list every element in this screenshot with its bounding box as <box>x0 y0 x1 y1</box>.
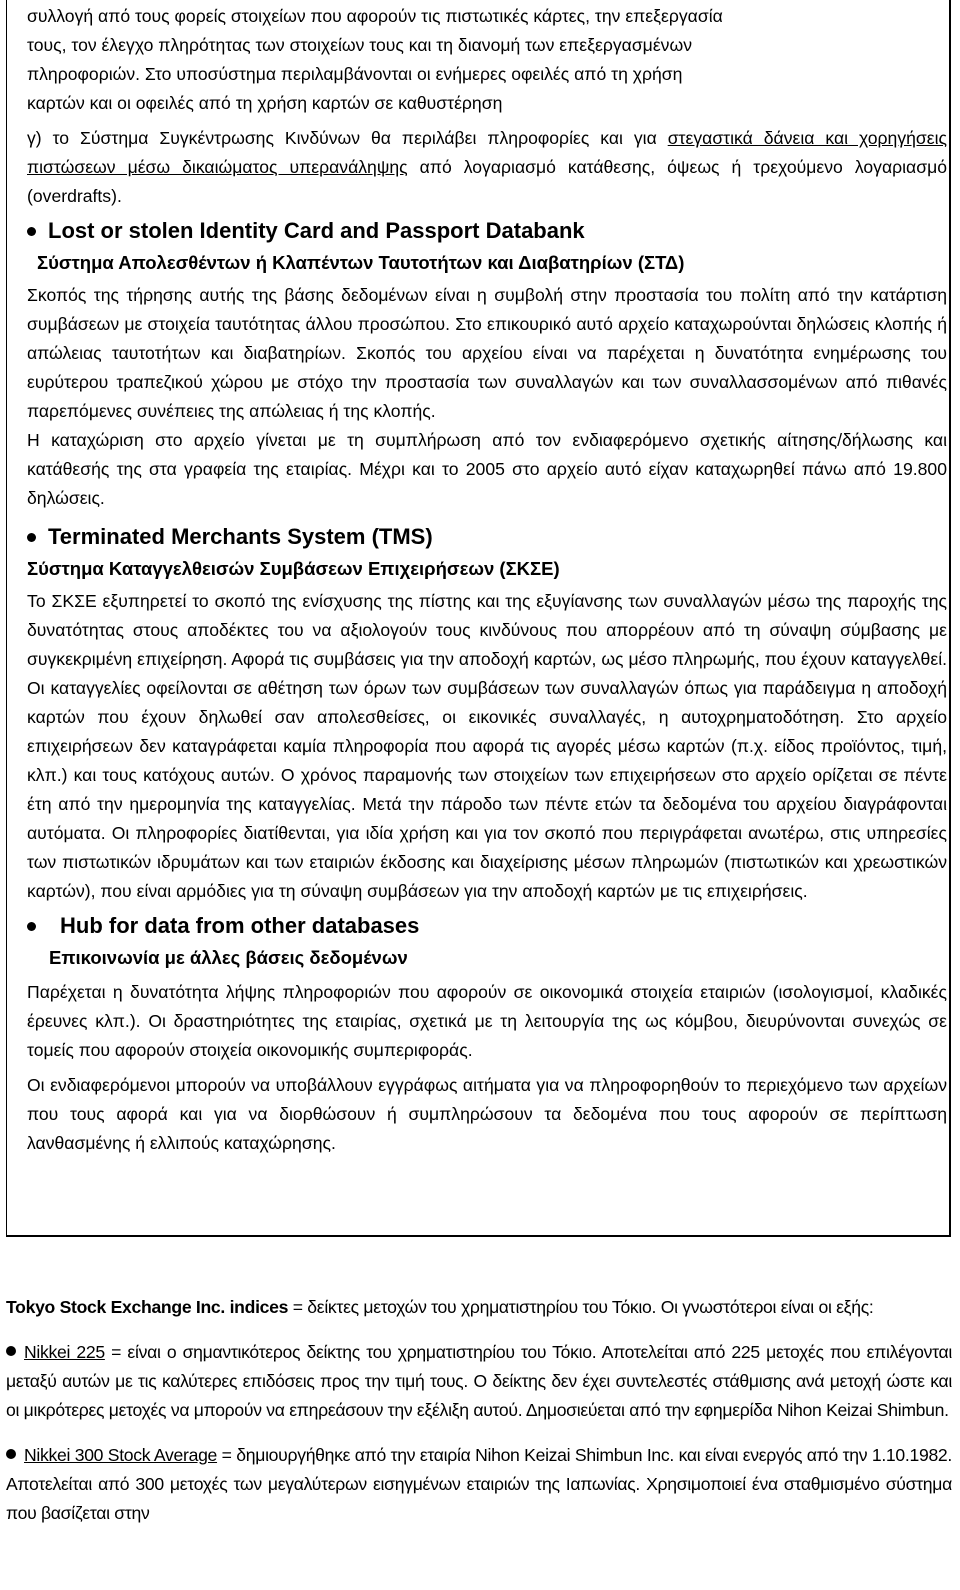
tokyo-section <box>6 1293 952 1528</box>
item-g-rest: από λογαριασμό κατάθεσης, όψεως ή τρεχούμενο λογαριασμό (overdrafts). <box>27 157 947 206</box>
bordered-section <box>6 0 951 1237</box>
section-hub-paragraph-1: Παρέχεται η δυνατότητα λήψης πληροφοριών που αφορούν σε οικονομικά στοιχεία εταιριών (ισολογισμοί, κλαδικές έρευνες κλπ.). Οι δραστηριότητες της εταιρίας, σχετικά με τη λειτουργία της ως κόμβου, διευρύνονται συνεχώς σε τομείς που αφορούν στοιχεία οικονομικής συμπεριφοράς. <box>27 982 947 1060</box>
nikkei-300-item <box>6 1441 952 1528</box>
nikkei-300-text: = δημιουργήθηκε από την εταιρία Nihon Keizai Shimbun Inc. και είναι ενεργός από την 1.10.1982. Αποτελείται από 300 μετοχές των μεγαλύτερων εισηγμένων εταιριών της Ιαπωνίας. Χρησιμοποιεί ένα σταθμισμένο σύστημα που βασίζεται στην <box>6 1445 953 1523</box>
item-g-prefix: γ) <box>27 128 42 148</box>
bullet-icon <box>27 227 36 236</box>
section-tms-paragraph: Το ΣΚΣΕ εξυπηρετεί το σκοπό της ενίσχυσης της πίστης και της εξυγίανσης των συναλλαγών μέσω της παροχής της δυνατότητας στους αποδέκτες του να αξιολογούν τους κινδύνους που απορρέουν από τη σύναψη σύμβασης με συγκεκριμένη επιχείρηση. Αφορά τις συμβάσεις για την αποδοχή καρτών, ως μέσο πληρωμής, που έχουν καταγγελθεί. Οι καταγγελίες οφείλονται σε αθέτηση των όρων των συμβάσεων των συναλλαγών όπως για παράδειγμα η αποδοχή καρτών που έχουν δηλωθεί σαν απολεσθείσες, οι εικονικές συναλλαγές, η αυτοχρηματοδότηση. Στο αρχείο επιχειρήσεων δεν καταγράφεται καμία πληροφορία που αφορά τις αγορές μέσω καρτών (π.χ. είδος προϊόντος, τιμή, κλπ.) και τους κατόχους αυτών. Ο χρόνος παραμονής των στοιχείων των επιχειρήσεων στο αρχείο ορίζεται σε πέντε έτη από την ημερομηνία της καταγγελίας. Μετά την πάροδο των πέντε ετών τα δεδομένα του αρχείου διαγράφονται αυτόματα. Οι πληροφορίες διατίθενται, για ιδία χρήση και για τον σκοπό που περιγράφεται ανωτέρω, στις υπηρεσίες των πιστωτικών ιδρυμάτων και των εταιριών έκδοσης και διαχείρισης μέσων πληρωμών (πιστωτικών και χρεωστικών καρτών), που είναι αρμόδιες για τη σύναψη συμβάσεων για την αποδοχή καρτών με τις επιχειρήσεις. <box>27 591 947 901</box>
intro-line-4: καρτών και οι οφειλές από τη χρήση καρτών σε καθυστέρηση <box>27 93 503 113</box>
section-lost-stolen-paragraph-1: Σκοπός της τήρησης αυτής της βάσης δεδομένων είναι η συμβολή στην προστασία του πολίτη από την κατάρτιση συμβάσεων με στοιχεία ταυτότητας άλλου προσώπου. Στο επικουρικό αυτό αρχείο καταχωρούνται δηλώσεις κλοπής ή απώλειας ταυτοτήτων και διαβατηρίων. Σκοπός του αρχείου είναι να παρέχεται η δυνατότητα ενημέρωσης του ευρύτερου τραπεζικού χώρου με στόχο την προστασία των συναλλαγών και των συναλλασσομένων από πιθανές παρεπόμενες συνέπειες της απώλειας ή της κλοπής. <box>27 285 947 421</box>
tokyo-term: Tokyo Stock Exchange Inc. indices <box>6 1297 289 1317</box>
item-g-text: το Σύστημα Συγκέντρωσης Κινδύνων θα περιλάβει πληροφορίες και για <box>52 128 657 148</box>
bullet-icon <box>6 1449 16 1459</box>
bullet-icon <box>27 533 36 542</box>
intro-line-1: συλλογή από τους φορείς στοιχείων που αφορούν τις πιστωτικές κάρτες, την επεξεργασία <box>27 6 723 26</box>
bullet-icon <box>6 1346 16 1356</box>
item-g-underlined: στεγαστικά δάνεια και χορηγήσεις πιστώσεων μέσω δικαιώματος υπερανάληψης <box>27 128 948 177</box>
tokyo-definition-text: = δείκτες μετοχών του χρηματιστηρίου του Τόκιο. Οι γνωστότεροι είναι οι εξής: <box>292 1297 874 1317</box>
section-hub-subheading: Επικοινωνία με άλλες βάσεις δεδομένων <box>49 947 408 968</box>
section-tms-heading <box>27 523 947 551</box>
tokyo-definition <box>6 1293 952 1322</box>
section-lost-stolen-heading <box>27 217 947 245</box>
nikkei-225-text: = είναι ο σημαντικότερος δείκτης του χρηματιστηρίου του Τόκιο. Αποτελείται από 225 μετοχές που επιλέγονται μεταξύ αυτών με τις καλύτερες επιδόσεις προς την τιμή τους. Ο δείκτης δεν έχει συντελεστές στάθμισης ανά μετοχή ώστε και οι μικρότερες μετοχές να μπορούν να επηρεάσουν την εξέλιξη αυτού. Δημοσιεύεται από την εφημερίδα Nihon Keizai Shimbun. <box>6 1342 952 1420</box>
section-hub-title: Hub for data from other databases <box>60 913 420 938</box>
nikkei-225-item <box>6 1338 952 1425</box>
intro-line-2: τους, τον έλεγχο πληρότητας των στοιχείων τους και τη διανομή των επεξεργασμένων <box>27 35 692 55</box>
section-lost-stolen-paragraph-2: Η καταχώριση στο αρχείο γίνεται με τη συμπλήρωση από τον ενδιαφερόμενο σχετικής αίτησης/δήλωσης και κατάθεσής της στα γραφεία της εταιρίας. Μέχρι και το 2005 στο αρχείο αυτό είχαν καταχωρηθεί πάνω από 19.800 δηλώσεις. <box>27 430 947 508</box>
section-hub-paragraph-2: Οι ενδιαφερόμενοι μπορούν να υποβάλλουν εγγράφως αιτήματα για να πληροφορηθούν το περιεχόμενο των αρχείων που τους αφορά και για να διορθώσουν ή συμπληρώσουν τα δεδομένα που τους αφορούν σε περίπτωση λανθασμένης ή ελλιπούς καταχώρησης. <box>27 1075 947 1153</box>
section-lost-stolen-title: Lost or stolen Identity Card and Passport Databank <box>48 218 585 243</box>
section-tms-title: Terminated Merchants System (TMS) <box>48 524 433 549</box>
section-lost-stolen-subheading: Σύστημα Απολεσθέντων ή Κλαπέντων Ταυτοτήτων και Διαβατηρίων (ΣΤΔ) <box>37 252 685 273</box>
nikkei-225-name: Nikkei 225 <box>24 1342 105 1362</box>
bullet-icon <box>27 922 36 931</box>
item-g-paragraph <box>27 124 947 211</box>
section-hub-heading <box>27 912 947 940</box>
intro-line-3: πληροφοριών. Στο υποσύστημα περιλαμβάνονται οι ενήμερες οφειλές από τη χρήση <box>27 64 683 84</box>
bordered-section-content <box>27 2 947 1158</box>
nikkei-300-name: Nikkei 300 Stock Average <box>24 1445 218 1465</box>
section-tms-subheading: Σύστημα Καταγγελθεισών Συμβάσεων Επιχειρήσεων (ΣΚΣΕ) <box>27 558 560 579</box>
